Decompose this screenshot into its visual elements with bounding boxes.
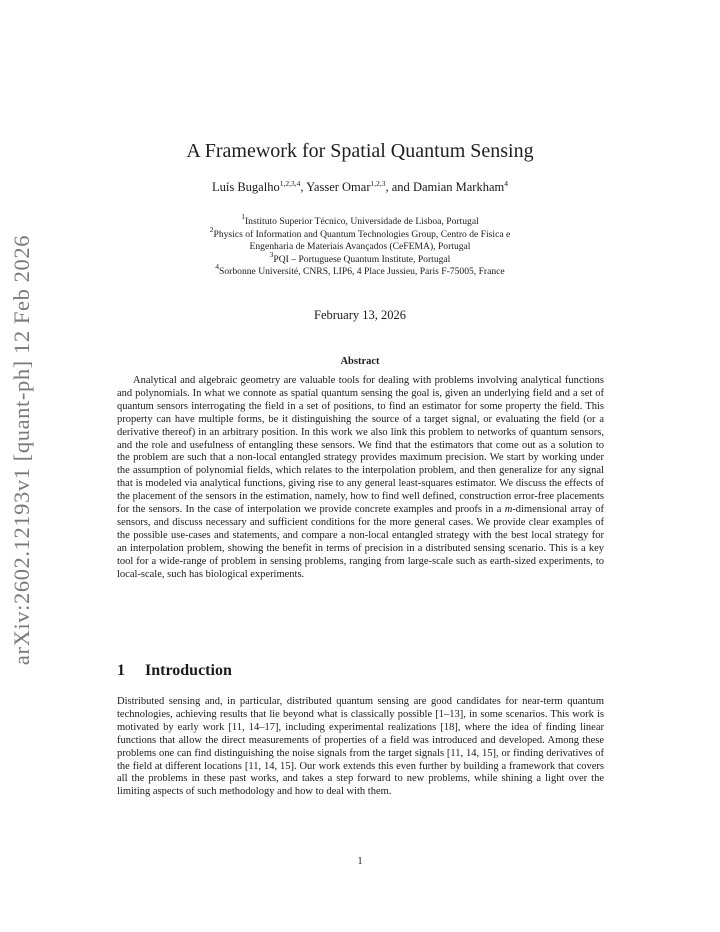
affiliation: $^3$PQI – Portuguese Quantum Institute, Portugal — [269, 249, 451, 265]
author-list: Luís Bugalho$^{1,2,3,4}$, Yasser Omar$^{1,2,3}$, and Damian Markham$^4$ — [212, 179, 508, 194]
section-number: 1 — [117, 662, 125, 679]
section-title: Introduction — [145, 662, 232, 679]
affiliation: $^2$Physics of Information and Quantum Technologies Group, Centro de Física e — [209, 224, 511, 240]
paper-title: A Framework for Spatial Quantum Sensing — [186, 140, 534, 162]
author: Yasser Omar$^{1,2,3}$ — [306, 179, 386, 194]
affiliation: $^1$Instituto Superior Técnico, Universidade de Lisboa, Portugal — [241, 212, 479, 227]
paper-date: February 13, 2026 — [314, 308, 406, 322]
affiliations — [0, 212, 720, 279]
arxiv-stamp-text: arXiv:2602.12193v1 [quant-ph] 12 Feb 2026 — [9, 234, 35, 666]
author: Damian Markham$^4$ — [412, 179, 508, 194]
abstract-body: Analytical and algebraic geometry are valuable tools for dealing with problems involving analytical functions and polynomials. In what we connote as spatial quantum sensing the goal is, given an underlying field and a set of quantum sensors interrogating the field in a set of positions, to find an estimator for some property the field. This property can have multiple forms, be it distinguishing the source of a target signal, or evaluating the field (or a derivative thereof) in an arbitrary position. In this work we also link this problem to networks of quantum sensors, and the role and usefulness of entangling these sensors. We find that the estimators that come out as a solution to the problem are such that a non-local entangled strategy provides maximum precision. We start by working under the assumption of polynomial fields, which relates to the interpolation problem, and then generalize for any signal that is modeled via analytical functions, giving rise to any general least-squares estimator. We discuss the effects of the placement of the sensors in the estimation, namely, how to find well defined, construction error-free placements for the sensors. In the case of interpolation we provide concrete examples and proofs in a m-dimensional array of sensors, and discuss necessary and sufficient conditions for the more general cases. We provide clear examples of the possible use-cases and statements, and compare a non-local entangled strategy with the best local strategy for an interpolation problem, showing the benefit in terms of precision in a distributed sensing scenario. This is a key tool for a wide-range of problem in sensing problems, ranging from large-scale such as earth-sized experiments, to local-scale, such has biological experiments. — [117, 375, 604, 580]
affiliation: Engenharia de Materiais Avançados (CeFEMA), Portugal — [249, 241, 471, 252]
affiliation: $^4$Sorbonne Université, CNRS, LIP6, 4 Place Jussieu, Paris F-75005, France — [215, 262, 505, 277]
section-heading — [117, 662, 232, 680]
abstract-heading: Abstract — [340, 356, 380, 367]
author: Luís Bugalho$^{1,2,3,4}$ — [212, 179, 301, 194]
introduction-paragraph: Distributed sensing and, in particular, distributed quantum sensing are good candidates for near-term quantum technologies, achieving results that lie beyond what is classically possible [1–13], in some scenarios. This work is motivated by early work [11, 14–17], including experimental realizations [18], where the idea of finding linear functions that allow the direct measurements of properties of a field was introduced and developed. Among these problems one can find distinguishing the noise signals from the target signals [11, 14, 15], or finding derivatives of the field at different locations [11, 14, 15]. Our work extends this even further by building a framework that covers all the problems in these past works, and takes a step forward to new problems, while shining a light over the limiting aspects of such methodology and how to deal with them. — [117, 696, 604, 798]
arxiv-stamp — [2, 234, 42, 666]
page-number: 1 — [357, 856, 363, 867]
